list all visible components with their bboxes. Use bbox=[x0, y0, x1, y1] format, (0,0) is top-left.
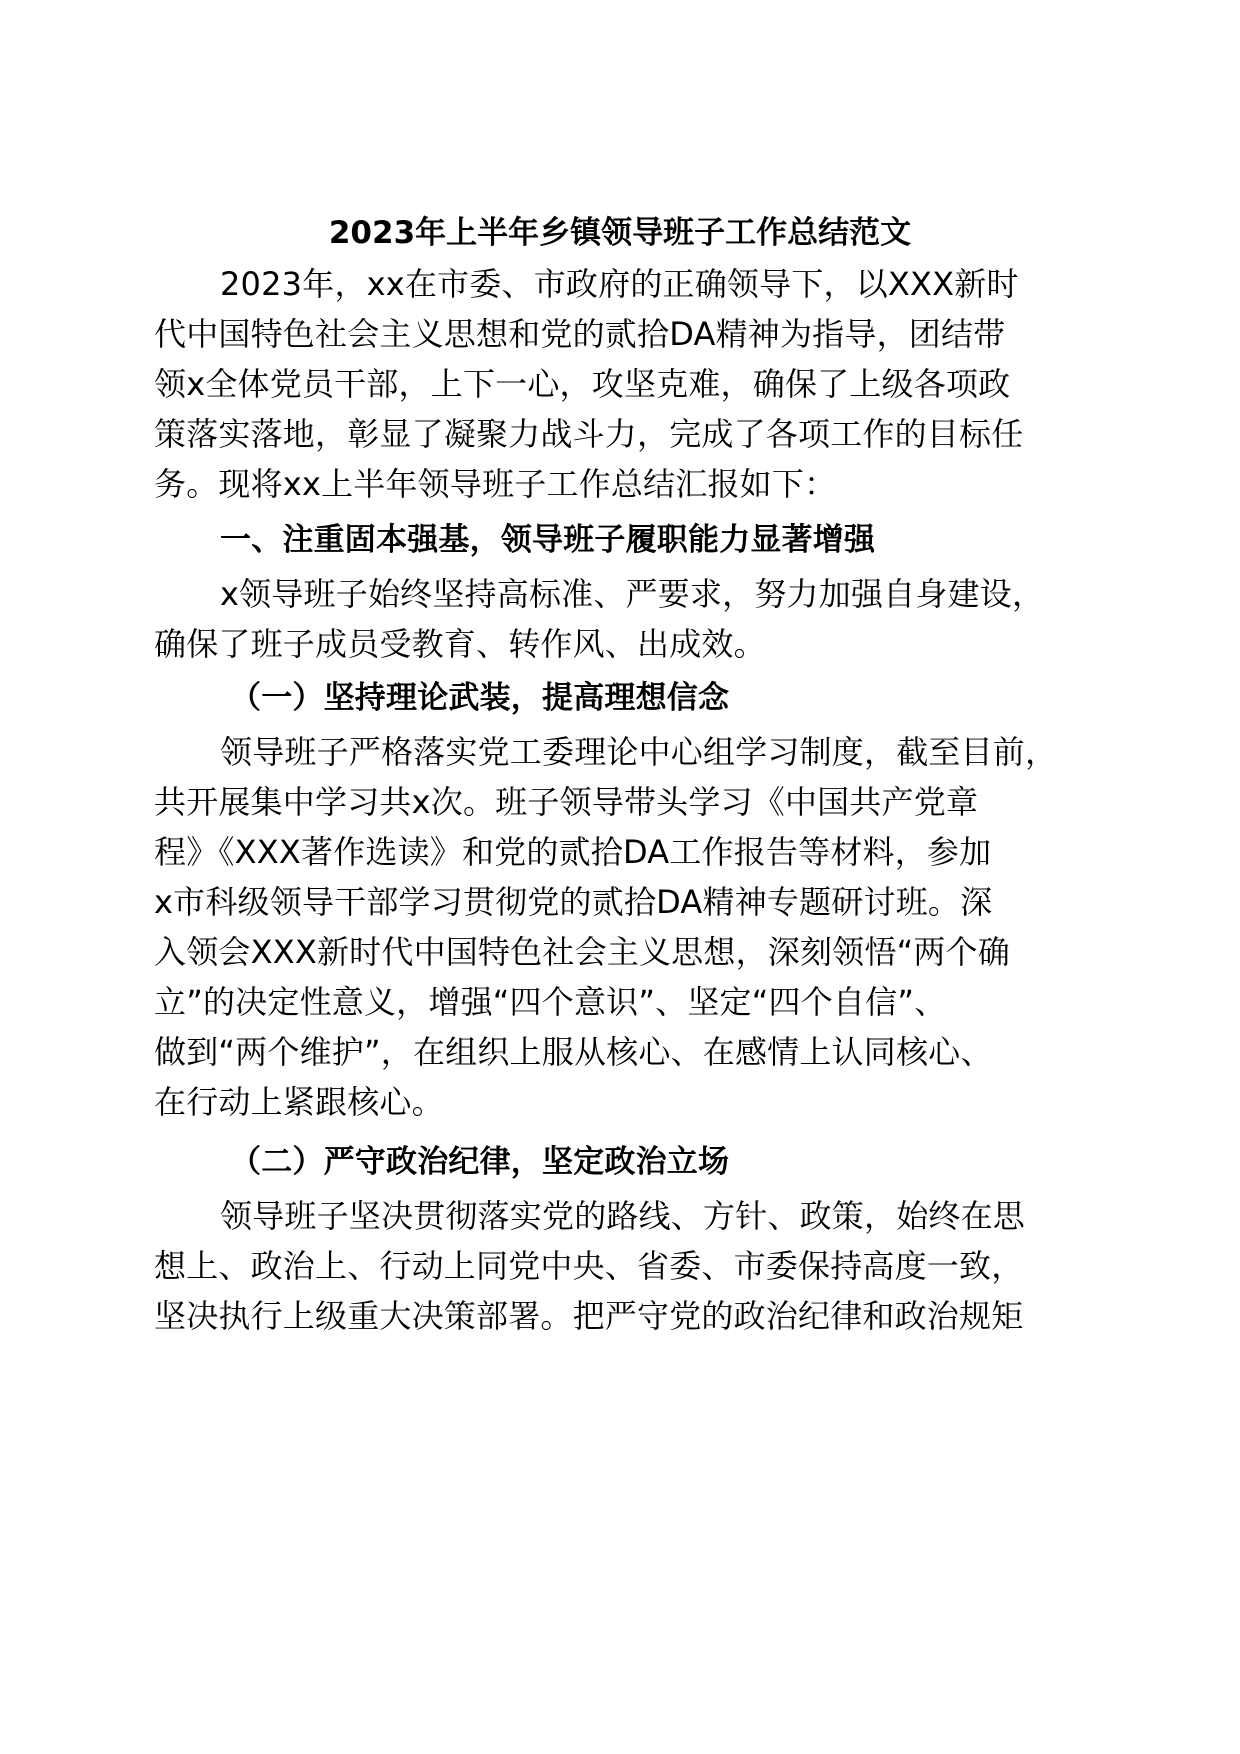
section-heading: 一、注重固本强基，领导班子履职能力显著增强 bbox=[220, 522, 876, 558]
paragraph-line: 程》《XXX著作选读》和党的贰拾DA工作报告等材料，参加 bbox=[154, 833, 992, 871]
paragraph-line: 代中国特色社会主义思想和党的贰拾DA精神为指导，团结带 bbox=[154, 315, 1006, 353]
paragraph-line: x市科级领导干部学习贯彻党的贰拾DA精神专题研讨班。深 bbox=[154, 883, 993, 921]
paragraph-line: 务。现将xx上半年领导班子工作总结汇报如下： bbox=[154, 465, 837, 503]
paragraph-line: 共开展集中学习共x次。班子领导带头学习《中国共产党章 bbox=[154, 783, 979, 821]
paragraph-line: 想上、政治上、行动上同党中央、省委、市委保持高度一致， bbox=[154, 1247, 1024, 1285]
document-title: 2023年上半年乡镇领导班子工作总结范文 bbox=[328, 215, 912, 251]
paragraph-line: 入领会XXX新时代中国特色社会主义思想，深刻领悟“两个确 bbox=[154, 933, 1010, 971]
paragraph-line: 领x全体党员干部，上下一心，攻坚克难，确保了上级各项政 bbox=[154, 365, 1011, 403]
paragraph-line: 立”的决定性意义，增强“四个意识”、坚定“四个自信”、 bbox=[154, 983, 947, 1021]
paragraph-line: 做到“两个维护”，在组织上服从核心、在感情上认同核心、 bbox=[154, 1033, 993, 1071]
paragraph-line: 领导班子严格落实党工委理论中心组学习制度，截至目前， bbox=[220, 733, 1058, 771]
subsection-heading: （二）严守政治纪律，坚定政治立场 bbox=[230, 1144, 730, 1180]
paragraph-line: 策落实落地，彰显了凝聚力战斗力，完成了各项工作的目标任 bbox=[154, 415, 1024, 453]
paragraph-line: 2023年，xx在市委、市政府的正确领导下，以XXX新时 bbox=[220, 265, 1019, 303]
paragraph-line: 在行动上紧跟核心。 bbox=[154, 1083, 444, 1121]
subsection-heading: （一）坚持理论武装，提高理想信念 bbox=[230, 680, 730, 716]
paragraph-line: 确保了班子成员受教育、转作风、出成效。 bbox=[154, 625, 766, 663]
paragraph-line: x领导班子始终坚持高标准、严要求，努力加强自身建设， bbox=[220, 575, 1045, 613]
paragraph-line: 领导班子坚决贯彻落实党的路线、方针、政策，始终在思 bbox=[220, 1197, 1026, 1235]
paragraph-line: 坚决执行上级重大决策部署。把严守党的政治纪律和政治规矩 bbox=[154, 1297, 1024, 1335]
